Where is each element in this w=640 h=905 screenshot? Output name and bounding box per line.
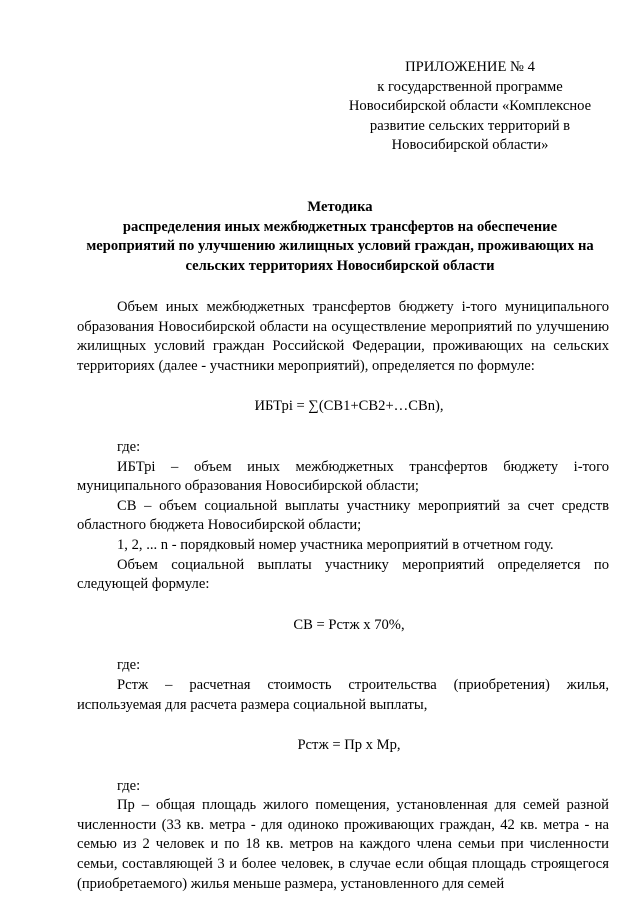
definition-rstzh: Рстж – расчетная стоимость строительства (приобретения) жилья, используемая для расчета размера социальной выплаты, bbox=[77, 676, 609, 713]
appendix-line: к государственной программе bbox=[377, 78, 563, 95]
title-line: Методика bbox=[307, 199, 373, 215]
appendix-line: Новосибирской области «Комплексное bbox=[348, 98, 592, 115]
where-label: где: bbox=[117, 657, 141, 674]
where-label: где: bbox=[117, 777, 141, 794]
paragraph-social-payment: Объем социальной выплаты участнику мероприятий определяется по следующей формуле: bbox=[77, 556, 609, 593]
appendix-number: ПРИЛОЖЕНИЕ № 4 bbox=[405, 59, 535, 75]
appendix-line: развитие сельских территорий в bbox=[369, 117, 571, 134]
formula-rstzh: Рстж = Пр х Мр, bbox=[297, 737, 401, 754]
definition-sv: СВ – объем социальной выплаты участнику мероприятий за счет средств областного бюджета Новосибирской области; bbox=[77, 497, 609, 534]
definition-ibtr: ИБТрi – объем иных межбюджетных трансфертов бюджету i-того муниципального образования Новосибирской области; bbox=[77, 458, 609, 495]
title-line: сельских территориях Новосибирской области bbox=[185, 257, 495, 274]
document-title bbox=[70, 198, 610, 276]
document-body bbox=[77, 298, 609, 894]
title-line: мероприятий по улучшению жилищных условий граждан, проживающих на bbox=[86, 238, 594, 255]
title-line: распределения иных межбюджетных трансфертов на обеспечение bbox=[122, 218, 558, 235]
definition-n: 1, 2, ... n - порядковый номер участника мероприятий в отчетном году. bbox=[117, 536, 554, 553]
where-label: где: bbox=[117, 438, 141, 455]
appendix-header bbox=[330, 58, 610, 156]
appendix-line: Новосибирской области» bbox=[391, 137, 549, 154]
formula-sv: СВ = Рстж х 70%, bbox=[293, 616, 405, 633]
formula-ibtr: ИБТрi = ∑(СВ1+СВ2+…СВn), bbox=[254, 398, 444, 415]
intro-paragraph: Объем иных межбюджетных трансфертов бюджету i-того муниципального образования Новосибирской области на осуществление мероприятий по улучшению жилищных условий граждан Российской Федерации, проживающих на сельских территориях (далее - участники мероприятий), определяется по формуле: bbox=[77, 299, 609, 374]
definition-pr: Пр – общая площадь жилого помещения, установленная для семей разной численности (33 кв. метра - для одиноко проживающих граждан, 42 кв. метра - на семью из 2 человек и по 18 кв. метров на каждого члена семьи при численности семьи, составляющей 3 и более человек, в случае если общая площадь строящегося (приобретаемого) жилья меньше размера, установленного для семей bbox=[77, 797, 609, 892]
